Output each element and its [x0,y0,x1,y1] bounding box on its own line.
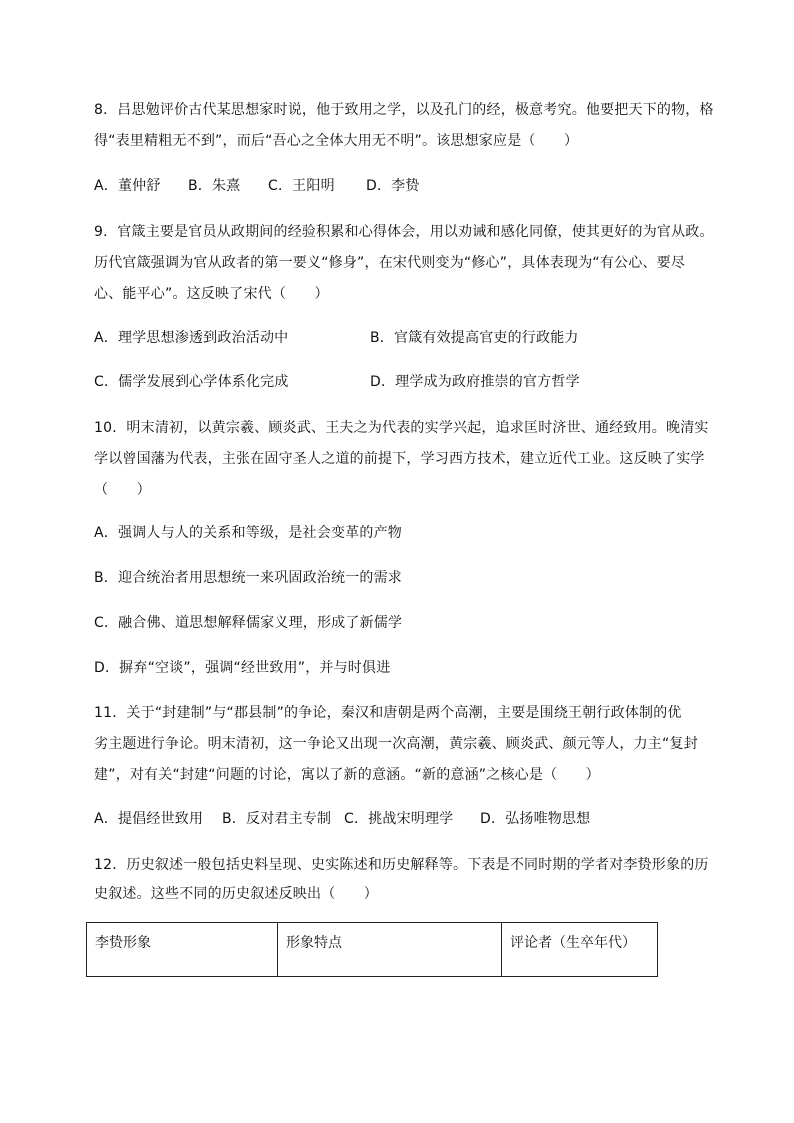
q12-stem-line-1: 12．历史叙述一般包括史料呈现、史实陈述和历史解释等。下表是不同时期的学者对李贽形象的历 [94,857,709,873]
q9-option-c: C．儒学发展到心学体系化完成 [94,374,289,390]
q12-table-header-commentator: 评论者（生卒年代） [502,923,658,977]
q10-stem-line-3: （ ） [94,482,151,498]
q9-stem-line-3: 心、能平心”。这反映了宋代（ ） [94,286,329,302]
q8-option-b: B．朱熹 [188,178,241,194]
q12-table [86,922,658,977]
q12-table-header-row [87,923,658,977]
q10-stem-line-2: 学以曾国藩为代表，主张在固守圣人之道的前提下，学习西方技术，建立近代工业。这反映了实学 [94,451,705,467]
q11-option-d: D．弘扬唯物思想 [480,811,591,827]
q8-option-c: C．王阳明 [268,178,335,194]
q9-option-a: A．理学思想渗透到政治活动中 [94,330,289,346]
q12-stem-line-2: 史叙述。这些不同的历史叙述反映出（ ） [94,886,378,902]
q12-table-header-traits: 形象特点 [278,923,502,977]
q9-stem-line-1: 9．官箴主要是官员从政期间的经验积累和心得体会，用以劝诫和感化同僚，使其更好的为官从政。 [94,224,714,240]
q9-option-d: D．理学成为政府推崇的官方哲学 [370,374,580,390]
q8-option-d: D．李贽 [366,178,420,194]
q11-option-c: C．挑战宋明理学 [344,811,454,827]
q11-option-a: A．提倡经世致用 [94,811,204,827]
q11-stem-line-1: 11．关于“封建制”与“郡县制”的争论，秦汉和唐朝是两个高潮，主要是围绕王朝行政体制的优 [94,705,682,721]
q10-option-d: D．摒弃“空谈”，强调“经世致用”，并与时俱进 [94,660,391,676]
q11-option-b: B．反对君主专制 [222,811,332,827]
q9-stem-line-2: 历代官箴强调为官从政者的第一要义“修身”，在宋代则变为“修心”，具体表现为“有公心、要尽 [94,255,686,271]
q10-option-b: B．迎合统治者用思想统一来巩固政治统一的需求 [94,570,403,586]
q10-option-a: A．强调人与人的关系和等级，是社会变革的产物 [94,525,402,541]
q10-option-c: C．融合佛、道思想解释儒家义理，形成了新儒学 [94,615,403,631]
q10-stem-line-1: 10．明末清初，以黄宗羲、顾炎武、王夫之为代表的实学兴起，追求匡时济世、通经致用。晚清实 [94,420,709,436]
q11-stem-line-3: 建”，对有关“封建“问题的讨论，寓以了新的意涵。“新的意涵”之核心是（ ） [94,767,600,783]
q8-option-a: A．董仲舒 [94,178,161,194]
q9-option-b: B．官箴有效提高官吏的行政能力 [370,330,579,346]
q8-stem-line-1: 8．吕思勉评价古代某思想家时说，他于致用之学，以及孔门的经，极意考究。他要把天下的物，格 [94,102,714,118]
q11-stem-line-2: 劣主题进行争论。明末清初，这一争论又出现一次高潮，黄宗羲、顾炎武、颜元等人，力主“复封 [94,736,698,752]
q8-stem-line-2: 得“表里精粗无不到”，而后“吾心之全体大用无不明”。该思想家应是（ ） [94,133,579,149]
q12-table-header-image: 李贽形象 [87,923,278,977]
